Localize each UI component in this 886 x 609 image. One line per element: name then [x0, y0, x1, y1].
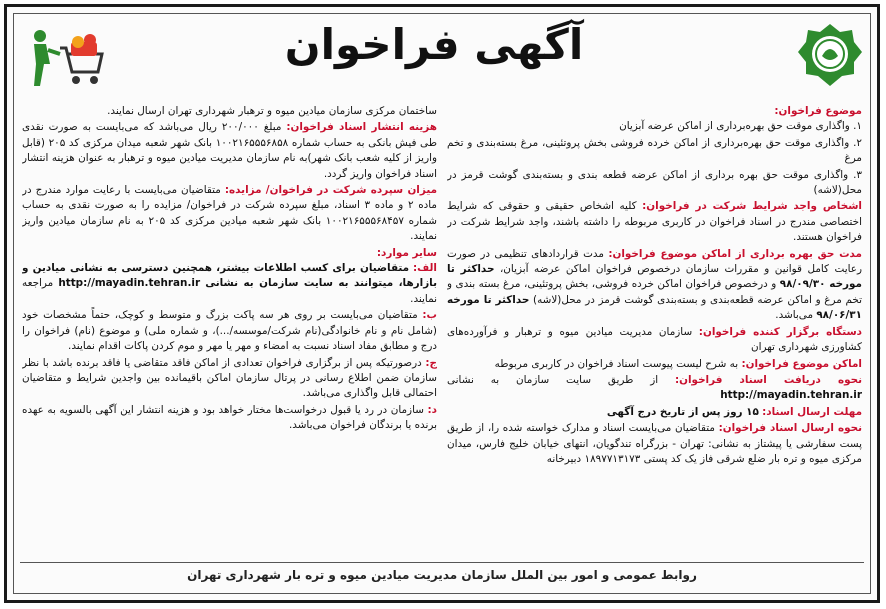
duration-paragraph	[447, 247, 862, 324]
fee-heading: هزینه انتشار اسناد فراخوان:	[286, 121, 437, 134]
deadline-heading: مهلت ارسال اسناد:	[762, 405, 862, 418]
location-text: به شرح لیست پیوست اسناد فراخوان در کاربری مربوطه	[494, 357, 739, 370]
other-heading: سایر موارد:	[376, 246, 437, 259]
be-paragraph	[22, 308, 437, 354]
shopping-cart-icon	[26, 28, 106, 92]
je-label: ج:	[425, 356, 437, 369]
subject-item-2: ۲. واگذاری موقت حق بهره‌برداری از اماکن خرده فروشی بخش پروتئینی، مرغ بسته‌بندی و تخم مرغ	[447, 136, 862, 165]
de-text: سازمان در رد یا قبول درخواست‌ها مختار خواهد بود و هزینه انتشار این آگهی بالسویه به عهده برنده یا برندگان فراخوان می‌باشد.	[22, 403, 437, 432]
organizer-paragraph	[447, 325, 862, 356]
content-columns	[22, 104, 862, 557]
send-heading: نحوه ارسال اسناد فراخوان:	[718, 422, 862, 435]
duration-text-2: و درخصوص فراخوان اماکن خرده فروشی، بخش پروتئینی، مرغ بسته بندی و تخم مرغ و اماکن عرضه قطعه‌بندی و بسته‌بندی گوشت قرمز در محل(لاشه)	[447, 278, 862, 306]
municipality-logo-icon	[796, 22, 864, 90]
receive-url-link[interactable]: http://mayadin.tehran.ir	[720, 389, 862, 402]
je-text: درصورتیکه پس از برگزاری فراخوان تعدادی از اماکن فاقد متقاضی یا فاقد برنده باشد با نظر سازمان ضمن اطلاع رسانی در پرتال سازمان اماکن باقیمانده بین واجدین شرایط و متقاضیان احتمالی قابل واگذاری می‌باشد.	[22, 356, 437, 400]
send-paragraph	[447, 421, 862, 467]
deposit-heading: میزان سپرده شرکت در فراخوان/ مزایده:	[224, 184, 437, 197]
announcement-frame	[4, 4, 880, 603]
duration-text-3: می‌باشد.	[775, 309, 814, 322]
je-paragraph	[22, 356, 437, 402]
de-paragraph	[22, 403, 437, 434]
deadline-text: ۱۵ روز پس از تاریخ درج آگهی	[606, 405, 759, 418]
organizer-text: سازمان مدیریت میادین میوه و ترهبار و فرآورده‌های کشاورزی شهرداری تهران	[447, 325, 862, 354]
deadline-paragraph	[447, 405, 862, 420]
alef-text-2: مراجعه نمایند.	[22, 277, 437, 305]
alef-text: متقاضیان برای کسب اطلاعات بیشتر، همچنین دسترسی به نشانی میادین و بازارها، میتوانند به سایت سازمان به نشانی	[22, 262, 437, 290]
location-paragraph	[447, 357, 862, 372]
subject-heading: موضوع فراخوان:	[774, 105, 862, 117]
be-text: متقاضیان می‌بایست بر روی هر سه پاکت بزرگ و متوسط و کوچک، حتماً مشخصات خود (شامل نام و نام خانوادگی(نام شرکت/موسسه/...)، و شماره ملی) و موضوع (نام) فراخوان را درج و مطابق مفاد اسناد نسبت به امضاء و مهر یا مهر و موم کردن پاکات اقدام نمایند.	[22, 309, 437, 353]
right-column	[447, 104, 862, 557]
announcement-inner-border	[13, 13, 871, 594]
receive-paragraph	[447, 373, 862, 404]
receive-text: از طریق سایت سازمان به نشانی	[447, 373, 659, 386]
eligible-paragraph	[447, 199, 862, 245]
eligible-heading: اشخاص واجد شرایط شرکت در فراخوان:	[642, 200, 862, 213]
duration-date-1: حداکثر تا مورخه ۹۸/۰۹/۳۰	[447, 263, 862, 291]
receive-heading: نحوه دریافت اسناد فراخوان:	[674, 373, 862, 386]
alef-url-link[interactable]: http://mayadin.tehran.ir	[58, 277, 201, 290]
deposit-text: متقاضیان می‌بایست با رعایت موارد مندرج در ماده ۲ و ماده ۳ اسناد، مبلغ سپرده شرکت در فراخوان/ مزایده را به صورت نقدی به حساب شماره ۱۰۰۲۱۶۵۵۵۶۸۴۵۷ بانک شهر شعبه میادین مرکزی کد ۲۰۵ به نام سازمان میادین واریز نمایند.	[22, 184, 437, 243]
organizer-heading: دستگاه برگزار کننده فراخوان:	[698, 325, 862, 338]
duration-date-2: حداکثر تا مورخه ۹۸/۰۶/۳۱	[447, 293, 862, 322]
de-label: د:	[427, 403, 437, 416]
intro-text: ساختمان مرکزی سازمان میادین میوه و ترهبار شهرداری تهران ارسال نمایند.	[107, 105, 437, 117]
location-heading: اماکن موضوع فراخوان:	[741, 357, 862, 370]
alef-paragraph	[22, 261, 437, 307]
eligible-text: کلیه اشخاص حقیقی و حقوقی که شرایط اختصاصی مندرج در اسناد فراخوان در کاربری مربوطه را داشته باشند، واجد شرایط شرکت در فراخوان هستند.	[447, 200, 862, 244]
page-title: آگهی فراخوان	[284, 20, 584, 69]
footer	[20, 562, 864, 587]
subject-item-3: ۳. واگذاری موقت حق بهره برداری از اماکن عرضه قطعه بندی و بسته‌بندی گوشت قرمز در محل(لاشه)	[447, 168, 862, 197]
duration-text-1: مدت قراردادهای تنظیمی در صورت رعایت کامل قوانین و مقررات سازمان درخصوص فراخوان اماکن عرضه آبزیان،	[447, 247, 862, 276]
fee-text: مبلغ ۲۰۰/۰۰۰ ریال می‌باشد که می‌بایست به صورت نقدی طی فیش بانکی به حساب شماره ۱۰۰۲۱۶۵۵۵۶۸۵۸ بانک شهر شعبه میدان مرکزی کد ۲۰۵ (قابل واریز از کلیه شعب بانک شهر)به نام سازمان مدیریت میادین میوه و ترهبار به عنوان هزینه انتشار اسناد فراخوان واریز گردد.	[22, 121, 437, 180]
footer-text: روابط عمومی و امور بین الملل سازمان مدیریت میادین میوه و تره بار شهرداری تهران	[187, 568, 697, 582]
left-column	[22, 104, 437, 557]
send-text: متقاضیان می‌بایست اسناد و مدارک خواسته شده را، از طریق پست سفارشی یا پیشتاز به نشانی: تهران - بزرگراه تندگویان، انتهای خیابان خلیج فارس، میدان مرکزی میوه و تره بار ضلع شرقی فاز یک کد پستی ۱۸۹۷۷۱۳۱۷۳ دبیرخانه	[447, 422, 862, 465]
fee-paragraph	[22, 120, 437, 182]
deposit-paragraph	[22, 183, 437, 245]
duration-heading: مدت حق بهره برداری از اماکن موضوع فراخوان:	[608, 247, 862, 260]
alef-label: الف:	[413, 262, 437, 275]
subject-item-1: ۱. واگذاری موقت حق بهره‌برداری از اماکن عرضه آبزیان	[619, 120, 862, 133]
be-label: ب:	[422, 309, 437, 322]
header	[14, 14, 870, 96]
